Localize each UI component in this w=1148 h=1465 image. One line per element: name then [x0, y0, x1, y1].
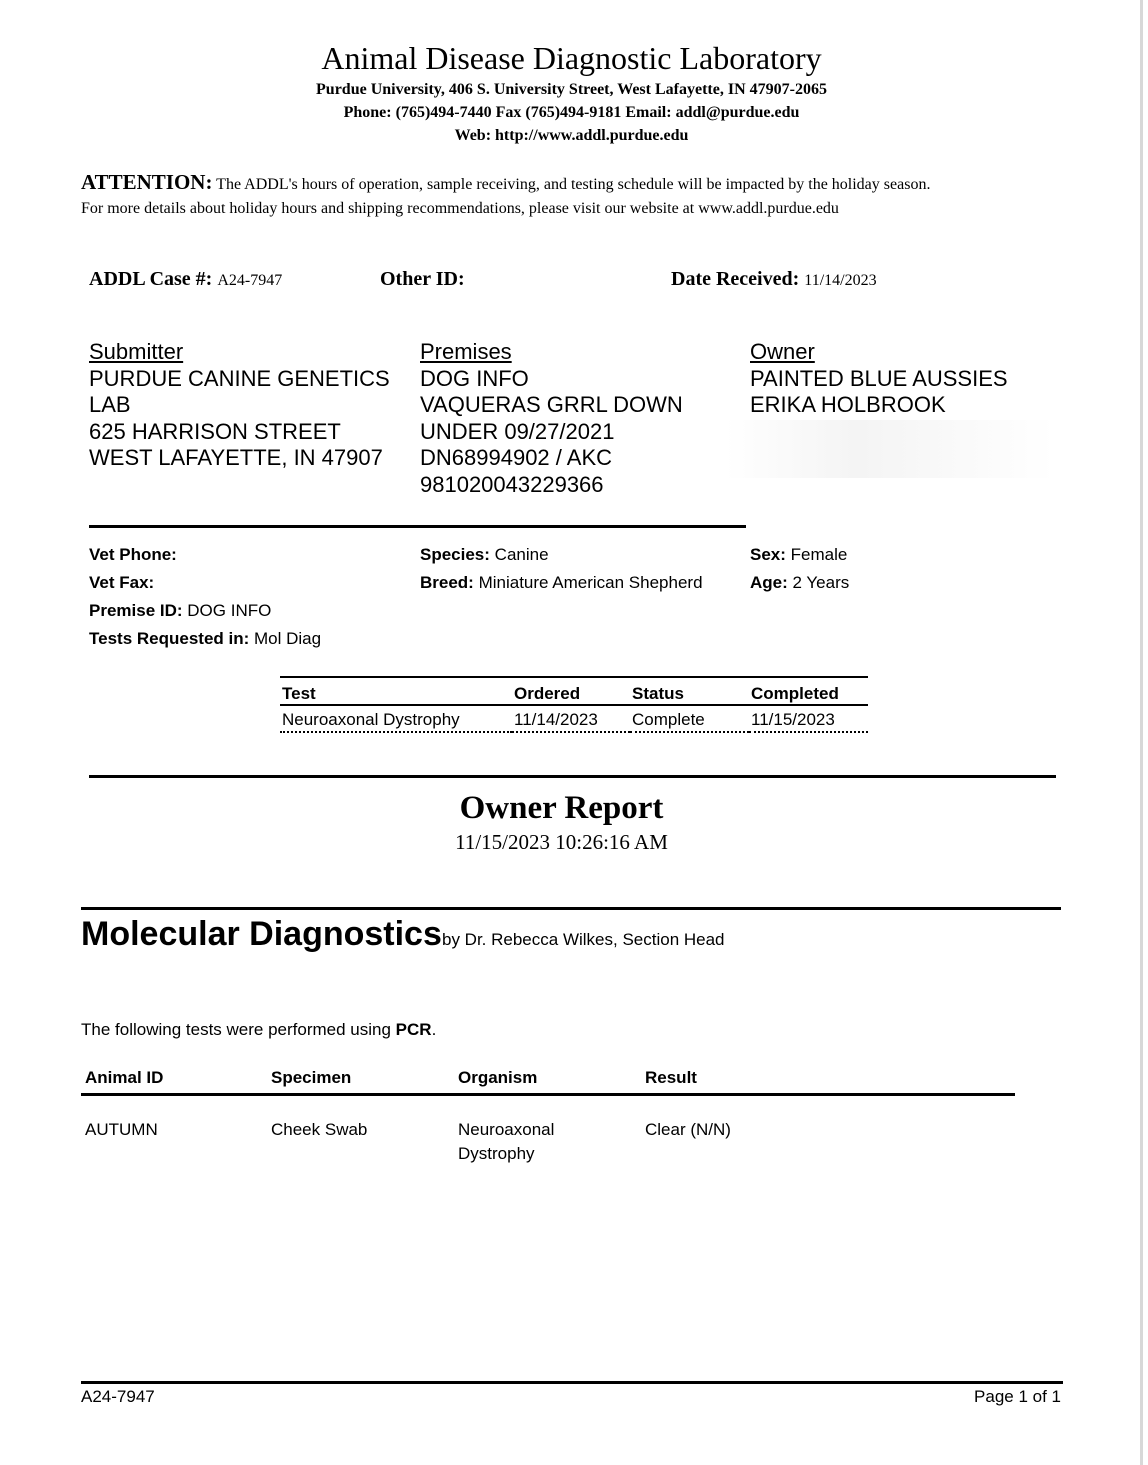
case-number	[89, 268, 282, 291]
submitter-line: PURDUE CANINE GENETICS	[89, 365, 390, 391]
case-number-value: A24-7947	[217, 272, 283, 289]
redacted-area	[725, 420, 1055, 478]
divider	[81, 907, 1061, 910]
column-header: Completed	[749, 677, 868, 705]
table-cell: Neuroaxonal Dystrophy	[280, 705, 512, 732]
case-number-label: ADDL Case #:	[89, 268, 213, 290]
divider	[89, 775, 1056, 778]
date-received-label: Date Received:	[671, 268, 800, 290]
vet-phone: Vet Phone:	[89, 545, 177, 564]
column-header: Animal ID	[85, 1068, 164, 1087]
premises-line: DN68994902 / AKC	[420, 445, 613, 470]
owner-line: ERIKA HOLBROOK	[750, 392, 946, 417]
tests-table	[280, 676, 868, 733]
page-number: Page 1 of 1	[974, 1387, 1061, 1406]
other-id	[380, 268, 465, 291]
age: Age: 2 Years	[750, 573, 850, 592]
sex: Sex: Female	[750, 545, 848, 564]
tests-requested: Tests Requested in: Mol Diag	[89, 629, 322, 648]
column-header: Test	[280, 677, 512, 705]
result-value: Clear (N/N)	[645, 1120, 731, 1139]
species: Species: Canine	[420, 545, 549, 564]
submitter-heading: Submitter	[89, 339, 184, 364]
table-cell: 11/15/2023	[749, 705, 868, 732]
footer-case-number: A24-7947	[81, 1387, 155, 1406]
lab-web: Web: http://www.addl.purdue.edu	[454, 127, 689, 144]
column-header: Organism	[458, 1068, 538, 1087]
table-header-row	[280, 677, 868, 705]
premises-line: 981020043229366	[420, 471, 604, 497]
premises-block	[420, 339, 683, 498]
premise-id: Premise ID: DOG INFO	[89, 601, 272, 620]
other-id-label: Other ID:	[380, 268, 465, 290]
method-name: PCR	[395, 1020, 432, 1039]
date-received	[671, 268, 877, 291]
submitter-block	[89, 339, 390, 472]
result-specimen: Cheek Swab	[271, 1120, 368, 1139]
section-title: Molecular Diagnostics	[81, 915, 442, 953]
page-edge	[1140, 0, 1143, 1465]
premises-heading: Premises	[420, 339, 512, 364]
submitter-line: 625 HARRISON STREET	[89, 418, 341, 444]
column-header: Result	[645, 1068, 697, 1087]
attention-label: ATTENTION:	[81, 170, 213, 194]
lab-name: Animal Disease Diagnostic Laboratory	[321, 40, 822, 76]
section-author: by Dr. Rebecca Wilkes, Section Head	[442, 930, 725, 949]
premises-line: VAQUERAS GRRL DOWN	[420, 392, 683, 417]
divider	[81, 1093, 1015, 1096]
table-row	[280, 705, 868, 732]
column-header: Specimen	[271, 1068, 352, 1087]
column-header: Status	[630, 677, 749, 705]
attention-line-1: The ADDL's hours of operation, sample receiving, and testing schedule will be impacted by the holiday season.	[212, 176, 931, 193]
premises-line: UNDER 09/27/2021	[420, 418, 615, 444]
attention-line-2: For more details about holiday hours and shipping recommendations, please visit our website at www.addl.purdue.edu	[81, 200, 839, 217]
vet-fax: Vet Fax:	[89, 573, 155, 592]
owner-heading: Owner	[750, 339, 815, 364]
owner-line: PAINTED BLUE AUSSIES	[750, 365, 1008, 391]
report-title: Owner Report	[459, 790, 664, 826]
footer-divider	[81, 1381, 1063, 1384]
table-cell: 11/14/2023	[512, 705, 630, 732]
attention-notice	[81, 170, 930, 221]
owner-block	[750, 339, 1008, 419]
table-cell: Complete	[630, 705, 749, 732]
method-statement: The following tests were performed using PCR.	[81, 1020, 437, 1039]
lab-contact: Phone: (765)494-7440 Fax (765)494-9181 Email: addl@purdue.edu	[343, 104, 800, 121]
column-header: Ordered	[512, 677, 630, 705]
divider	[89, 525, 746, 528]
submitter-line: WEST LAFAYETTE, IN 47907	[89, 445, 383, 470]
breed: Breed: Miniature American Shepherd	[420, 573, 703, 592]
report-timestamp: 11/15/2023 10:26:16 AM	[455, 830, 668, 854]
lab-address: Purdue University, 406 S. University Street, West Lafayette, IN 47907-2065	[316, 81, 827, 98]
result-organism: Neuroaxonal Dystrophy	[458, 1120, 555, 1163]
date-received-value: 11/14/2023	[804, 272, 877, 289]
premises-line: DOG INFO	[420, 365, 529, 391]
result-animal-id: AUTUMN	[85, 1120, 158, 1139]
submitter-line: LAB	[89, 392, 131, 417]
